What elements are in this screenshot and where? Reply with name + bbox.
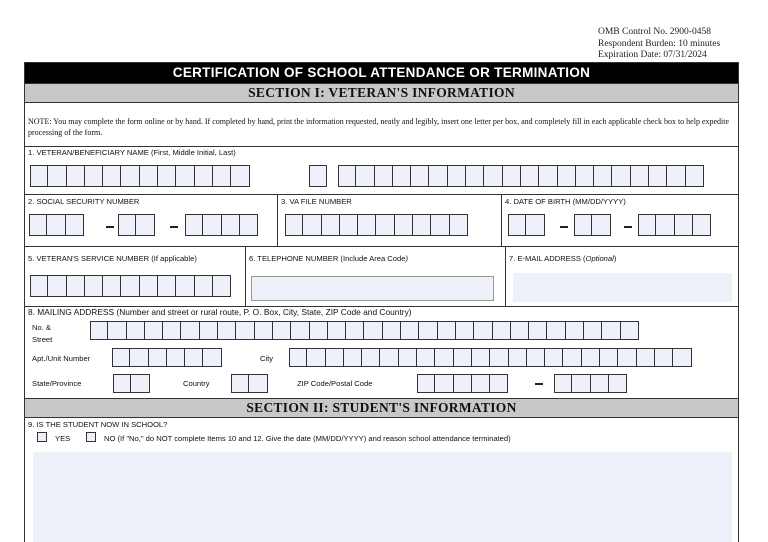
- ssn-dash-2: [170, 226, 178, 228]
- dob-day-boxes[interactable]: [574, 214, 611, 236]
- character-box[interactable]: [419, 321, 437, 340]
- character-box[interactable]: [163, 321, 181, 340]
- character-box[interactable]: [185, 214, 203, 236]
- telephone-label: 6. TELEPHONE NUMBER (Include Area Code): [249, 254, 408, 263]
- character-box[interactable]: [563, 348, 581, 367]
- dob-dash-2: [624, 226, 632, 228]
- character-box[interactable]: [240, 214, 258, 236]
- dob-dash-1: [560, 226, 568, 228]
- character-box[interactable]: [539, 165, 557, 187]
- email-input[interactable]: [513, 273, 732, 302]
- state-province-label: State/Province: [32, 379, 82, 388]
- character-box[interactable]: [140, 165, 158, 187]
- character-box[interactable]: [273, 321, 291, 340]
- character-box[interactable]: [213, 165, 231, 187]
- character-box[interactable]: [429, 165, 447, 187]
- character-box[interactable]: [338, 165, 356, 187]
- character-box[interactable]: [612, 165, 630, 187]
- character-box[interactable]: [131, 374, 149, 393]
- character-box[interactable]: [638, 214, 656, 236]
- character-box[interactable]: [195, 275, 213, 297]
- country-boxes[interactable]: [231, 374, 268, 393]
- service-number-boxes[interactable]: [30, 275, 231, 297]
- character-box[interactable]: [356, 165, 374, 187]
- character-box[interactable]: [112, 348, 130, 367]
- character-box[interactable]: [509, 348, 527, 367]
- apt-unit-label: Apt./Unit Number: [32, 354, 91, 363]
- no-checkbox[interactable]: [86, 432, 96, 442]
- character-box[interactable]: [249, 374, 267, 393]
- character-box[interactable]: [231, 374, 249, 393]
- character-box[interactable]: [158, 165, 176, 187]
- character-box[interactable]: [493, 321, 511, 340]
- character-box[interactable]: [203, 348, 221, 367]
- character-box[interactable]: [140, 275, 158, 297]
- character-box[interactable]: [200, 321, 218, 340]
- character-box[interactable]: [526, 214, 544, 236]
- character-box[interactable]: [130, 348, 148, 367]
- character-box[interactable]: [503, 165, 521, 187]
- respondent-burden: Respondent Burden: 10 minutes: [598, 38, 721, 49]
- character-box[interactable]: [158, 275, 176, 297]
- character-box[interactable]: [127, 321, 145, 340]
- veteran-name-label: 1. VETERAN/BENEFICIARY NAME (First, Middle Initial, Last): [28, 148, 236, 157]
- character-box[interactable]: [490, 374, 508, 393]
- character-box[interactable]: [649, 165, 667, 187]
- character-box[interactable]: [67, 275, 85, 297]
- character-box[interactable]: [600, 348, 618, 367]
- character-box[interactable]: [435, 348, 453, 367]
- character-box[interactable]: [121, 275, 139, 297]
- ssn-dash-1: [106, 226, 114, 228]
- section-1-header: SECTION I: VETERAN'S INFORMATION: [25, 83, 738, 103]
- character-box[interactable]: [393, 165, 411, 187]
- character-box[interactable]: [136, 214, 154, 236]
- character-box[interactable]: [417, 348, 435, 367]
- character-box[interactable]: [255, 321, 273, 340]
- service-number-label: 5. VETERAN'S SERVICE NUMBER (If applicable): [28, 254, 197, 263]
- character-box[interactable]: [218, 321, 236, 340]
- character-box[interactable]: [67, 165, 85, 187]
- character-box[interactable]: [383, 321, 401, 340]
- character-box[interactable]: [231, 165, 249, 187]
- character-box[interactable]: [675, 214, 693, 236]
- character-box[interactable]: [358, 214, 376, 236]
- character-box[interactable]: [411, 165, 429, 187]
- character-box[interactable]: [602, 321, 620, 340]
- character-box[interactable]: [145, 321, 163, 340]
- character-box[interactable]: [66, 214, 84, 236]
- character-box[interactable]: [401, 321, 419, 340]
- character-box[interactable]: [566, 321, 584, 340]
- character-box[interactable]: [176, 275, 194, 297]
- character-box[interactable]: [47, 214, 65, 236]
- character-box[interactable]: [594, 165, 612, 187]
- character-box[interactable]: [376, 214, 394, 236]
- character-box[interactable]: [454, 348, 472, 367]
- character-box[interactable]: [380, 348, 398, 367]
- yes-label: YES: [55, 434, 71, 443]
- expiration-date: Expiration Date: 07/31/2024: [598, 50, 707, 60]
- character-box[interactable]: [554, 374, 572, 393]
- omb-control-number: OMB Control No. 2900-0458: [598, 27, 711, 37]
- character-box[interactable]: [30, 165, 48, 187]
- character-box[interactable]: [85, 165, 103, 187]
- character-box[interactable]: [686, 165, 704, 187]
- character-box[interactable]: [48, 275, 66, 297]
- character-box[interactable]: [572, 374, 590, 393]
- city-label: City: [260, 354, 274, 363]
- character-box[interactable]: [592, 214, 610, 236]
- character-box[interactable]: [103, 275, 121, 297]
- character-box[interactable]: [521, 165, 539, 187]
- character-box[interactable]: [48, 165, 66, 187]
- character-box[interactable]: [431, 214, 449, 236]
- character-box[interactable]: [285, 214, 303, 236]
- street-address-boxes[interactable]: [90, 321, 639, 340]
- form-title: CERTIFICATION OF SCHOOL ATTENDANCE OR TERMINATION: [25, 63, 738, 83]
- termination-reason-input[interactable]: [33, 452, 732, 542]
- character-box[interactable]: [472, 348, 490, 367]
- character-box[interactable]: [176, 165, 194, 187]
- character-box[interactable]: [362, 348, 380, 367]
- character-box[interactable]: [149, 348, 167, 367]
- telephone-input[interactable]: [251, 276, 494, 301]
- character-box[interactable]: [307, 348, 325, 367]
- state-province-boxes[interactable]: [113, 374, 150, 393]
- character-box[interactable]: [195, 165, 213, 187]
- yes-checkbox[interactable]: [37, 432, 47, 442]
- mailing-address-label: 8. MAILING ADDRESS (Number and street or rural route, P. O. Box, City, State, ZIP Code and Country): [28, 307, 412, 317]
- character-box[interactable]: [529, 321, 547, 340]
- character-box[interactable]: [344, 348, 362, 367]
- character-box[interactable]: [236, 321, 254, 340]
- character-box[interactable]: [309, 165, 327, 187]
- ssn-part-2-boxes[interactable]: [118, 214, 155, 236]
- character-box[interactable]: [328, 321, 346, 340]
- street-label: No. & Street: [32, 323, 53, 344]
- character-box[interactable]: [395, 214, 413, 236]
- character-box[interactable]: [310, 321, 328, 340]
- ssn-part-3-boxes[interactable]: [185, 214, 258, 236]
- form-note: NOTE: You may complete the form online or by hand. If completed by hand, print the information requested, neatly and legibly, insert one letter per box, and completely fill in each applicable check box to help expedite processing of the form.: [28, 117, 730, 137]
- character-box[interactable]: [448, 165, 466, 187]
- email-label: 7. E-MAIL ADDRESS (Optional): [509, 254, 617, 263]
- character-box[interactable]: [609, 374, 627, 393]
- character-box[interactable]: [667, 165, 685, 187]
- dob-year-boxes[interactable]: [638, 214, 711, 236]
- character-box[interactable]: [438, 321, 456, 340]
- character-box[interactable]: [85, 275, 103, 297]
- character-box[interactable]: [576, 165, 594, 187]
- character-box[interactable]: [181, 321, 199, 340]
- character-box[interactable]: [435, 374, 453, 393]
- character-box[interactable]: [203, 214, 221, 236]
- character-box[interactable]: [591, 374, 609, 393]
- dob-month-boxes[interactable]: [508, 214, 545, 236]
- middle-initial-box[interactable]: [309, 165, 327, 187]
- zip-dash: [535, 383, 543, 385]
- character-box[interactable]: [474, 321, 492, 340]
- ssn-label: 2. SOCIAL SECURITY NUMBER: [28, 197, 140, 206]
- character-box[interactable]: [326, 348, 344, 367]
- character-box[interactable]: [303, 214, 321, 236]
- character-box[interactable]: [103, 165, 121, 187]
- character-box[interactable]: [346, 321, 364, 340]
- character-box[interactable]: [466, 165, 484, 187]
- character-box[interactable]: [637, 348, 655, 367]
- character-box[interactable]: [484, 165, 502, 187]
- character-box[interactable]: [490, 348, 508, 367]
- character-box[interactable]: [527, 348, 545, 367]
- character-box[interactable]: [621, 321, 639, 340]
- character-box[interactable]: [167, 348, 185, 367]
- character-box[interactable]: [340, 214, 358, 236]
- section-2-header: SECTION II: STUDENT'S INFORMATION: [25, 398, 738, 418]
- character-box[interactable]: [399, 348, 417, 367]
- country-label: Country: [183, 379, 210, 388]
- zip-code-label: ZIP Code/Postal Code: [297, 379, 373, 388]
- city-boxes[interactable]: [289, 348, 692, 367]
- character-box[interactable]: [584, 321, 602, 340]
- character-box[interactable]: [291, 321, 309, 340]
- character-box[interactable]: [545, 348, 563, 367]
- character-box[interactable]: [511, 321, 529, 340]
- character-box[interactable]: [289, 348, 307, 367]
- character-box[interactable]: [618, 348, 636, 367]
- in-school-question-label: 9. IS THE STUDENT NOW IN SCHOOL?: [28, 420, 168, 429]
- apt-unit-boxes[interactable]: [112, 348, 222, 367]
- form: [24, 62, 739, 542]
- character-box[interactable]: [655, 348, 673, 367]
- character-box[interactable]: [108, 321, 126, 340]
- character-box[interactable]: [456, 321, 474, 340]
- character-box[interactable]: [656, 214, 674, 236]
- character-box[interactable]: [472, 374, 490, 393]
- character-box[interactable]: [375, 165, 393, 187]
- character-box[interactable]: [631, 165, 649, 187]
- character-box[interactable]: [29, 214, 47, 236]
- zip-code-boxes[interactable]: [417, 374, 508, 393]
- character-box[interactable]: [118, 214, 136, 236]
- first-name-boxes[interactable]: [30, 165, 250, 187]
- character-box[interactable]: [547, 321, 565, 340]
- character-box[interactable]: [90, 321, 108, 340]
- va-file-number-label: 3. VA FILE NUMBER: [281, 197, 352, 206]
- date-of-birth-label: 4. DATE OF BIRTH (MM/DD/YYYY): [505, 197, 626, 206]
- character-box[interactable]: [413, 214, 431, 236]
- omb-info: [598, 27, 720, 62]
- va-file-number-boxes[interactable]: [285, 214, 468, 236]
- character-box[interactable]: [185, 348, 203, 367]
- character-box[interactable]: [417, 374, 435, 393]
- character-box[interactable]: [558, 165, 576, 187]
- character-box[interactable]: [322, 214, 340, 236]
- last-name-boxes[interactable]: [338, 165, 704, 187]
- character-box[interactable]: [121, 165, 139, 187]
- character-box[interactable]: [30, 275, 48, 297]
- no-label: NO (If "No," do NOT complete Items 10 and 12. Give the date (MM/DD/YYYY) and reason school attendance terminated): [104, 434, 511, 443]
- character-box[interactable]: [450, 214, 468, 236]
- character-box[interactable]: [454, 374, 472, 393]
- character-box[interactable]: [222, 214, 240, 236]
- character-box[interactable]: [673, 348, 691, 367]
- character-box[interactable]: [364, 321, 382, 340]
- zip-extension-boxes[interactable]: [554, 374, 627, 393]
- character-box[interactable]: [693, 214, 711, 236]
- ssn-part-1-boxes[interactable]: [29, 214, 84, 236]
- character-box[interactable]: [582, 348, 600, 367]
- character-box[interactable]: [508, 214, 526, 236]
- character-box[interactable]: [574, 214, 592, 236]
- character-box[interactable]: [213, 275, 231, 297]
- character-box[interactable]: [113, 374, 131, 393]
